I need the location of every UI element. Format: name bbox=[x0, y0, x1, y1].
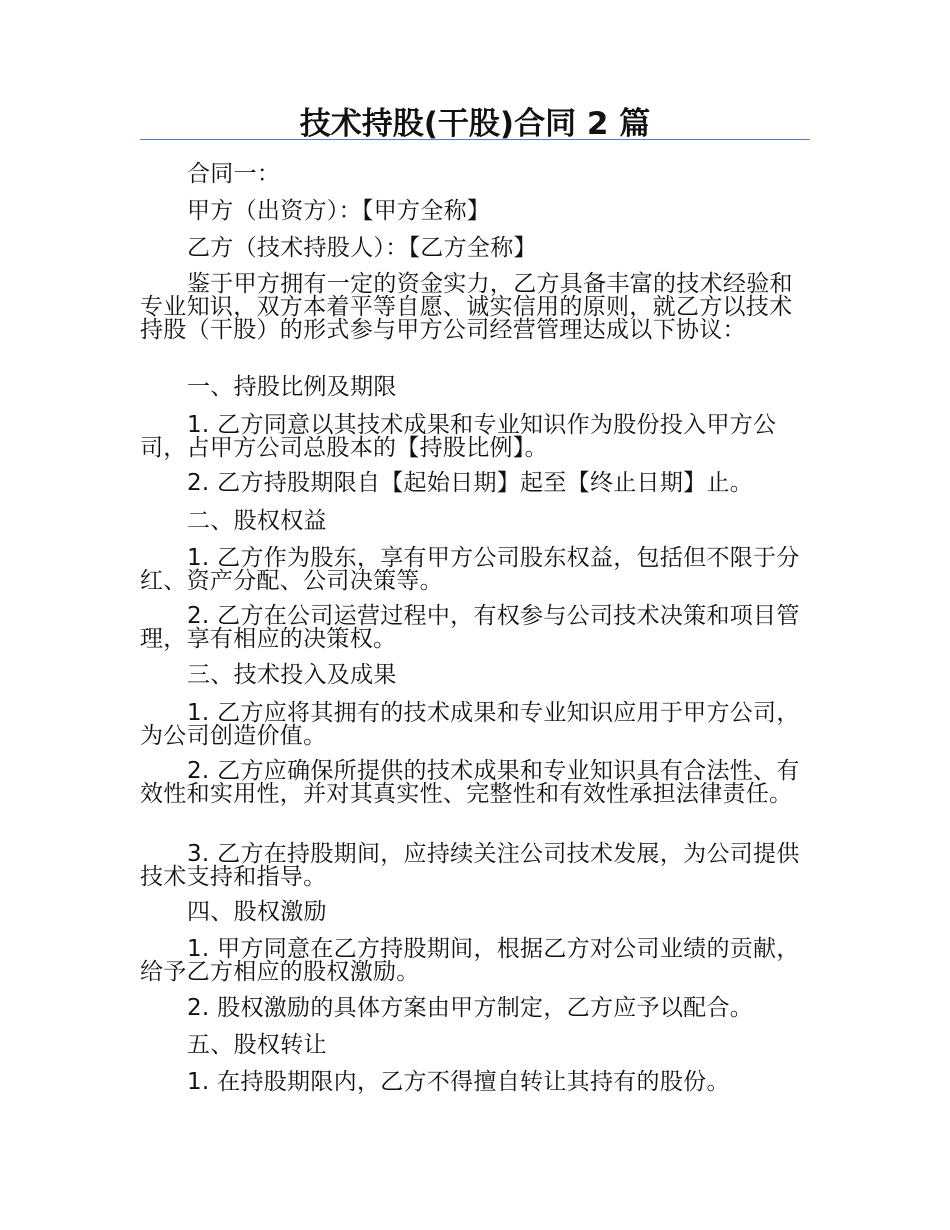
title-underline bbox=[140, 139, 810, 140]
clause-5-1: 1. 在持股期限内，乙方不得擅自转让其持有的股份。 bbox=[187, 1069, 730, 1095]
section-heading-5: 五、股权转让 bbox=[187, 1032, 327, 1058]
clause-3-3: 3. 乙方在持股期间，应持续关注公司技术发展，为公司提供技术支持和指导。 bbox=[140, 841, 800, 890]
clause-4-1: 1. 甲方同意在乙方持股期间，根据乙方对公司业绩的贡献，给予乙方相应的股权激励。 bbox=[140, 936, 800, 985]
clause-2-1: 1. 乙方作为股东，享有甲方公司股东权益，包括但不限于分红、资产分配、公司决策等。 bbox=[140, 545, 800, 594]
paragraph-party-a: 甲方（出资方）：【甲方全称】 bbox=[187, 198, 491, 224]
section-heading-3: 三、技术投入及成果 bbox=[187, 662, 397, 688]
section-heading-2: 二、股权权益 bbox=[187, 508, 327, 534]
clause-1-1: 1. 乙方同意以其技术成果和专业知识作为股份投入甲方公司，占甲方公司总股本的【持股比例】。 bbox=[140, 412, 777, 461]
section-heading-4: 四、股权激励 bbox=[187, 899, 327, 925]
paragraph-preamble: 鉴于甲方拥有一定的资金实力，乙方具备丰富的技术经验和专业知识，双方本着平等自愿、诚实信用的原则，就乙方以技术持股（干股）的形式参与甲方公司经营管理达成以下协议： bbox=[140, 271, 793, 343]
document-title: 技术持股(干股)合同 2 篇 bbox=[299, 106, 651, 142]
clause-4-2: 2. 股权激励的具体方案由甲方制定，乙方应予以配合。 bbox=[187, 995, 754, 1021]
section-heading-1: 一、持股比例及期限 bbox=[187, 374, 397, 400]
clause-3-2: 2. 乙方应确保所提供的技术成果和专业知识具有合法性、有效性和实用性，并对其真实性、完整性和有效性承担法律责任。 bbox=[140, 758, 800, 807]
clause-3-1: 1. 乙方应将其拥有的技术成果和专业知识应用于甲方公司，为公司创造价值。 bbox=[140, 700, 800, 749]
clause-1-2: 2. 乙方持股期限自【起始日期】起至【终止日期】止。 bbox=[187, 470, 754, 496]
paragraph-contract-heading: 合同一： bbox=[187, 161, 281, 187]
paragraph-party-b: 乙方（技术持股人）：【乙方全称】 bbox=[187, 235, 537, 261]
clause-2-2: 2. 乙方在公司运营过程中，有权参与公司技术决策和项目管理，享有相应的决策权。 bbox=[140, 603, 800, 652]
